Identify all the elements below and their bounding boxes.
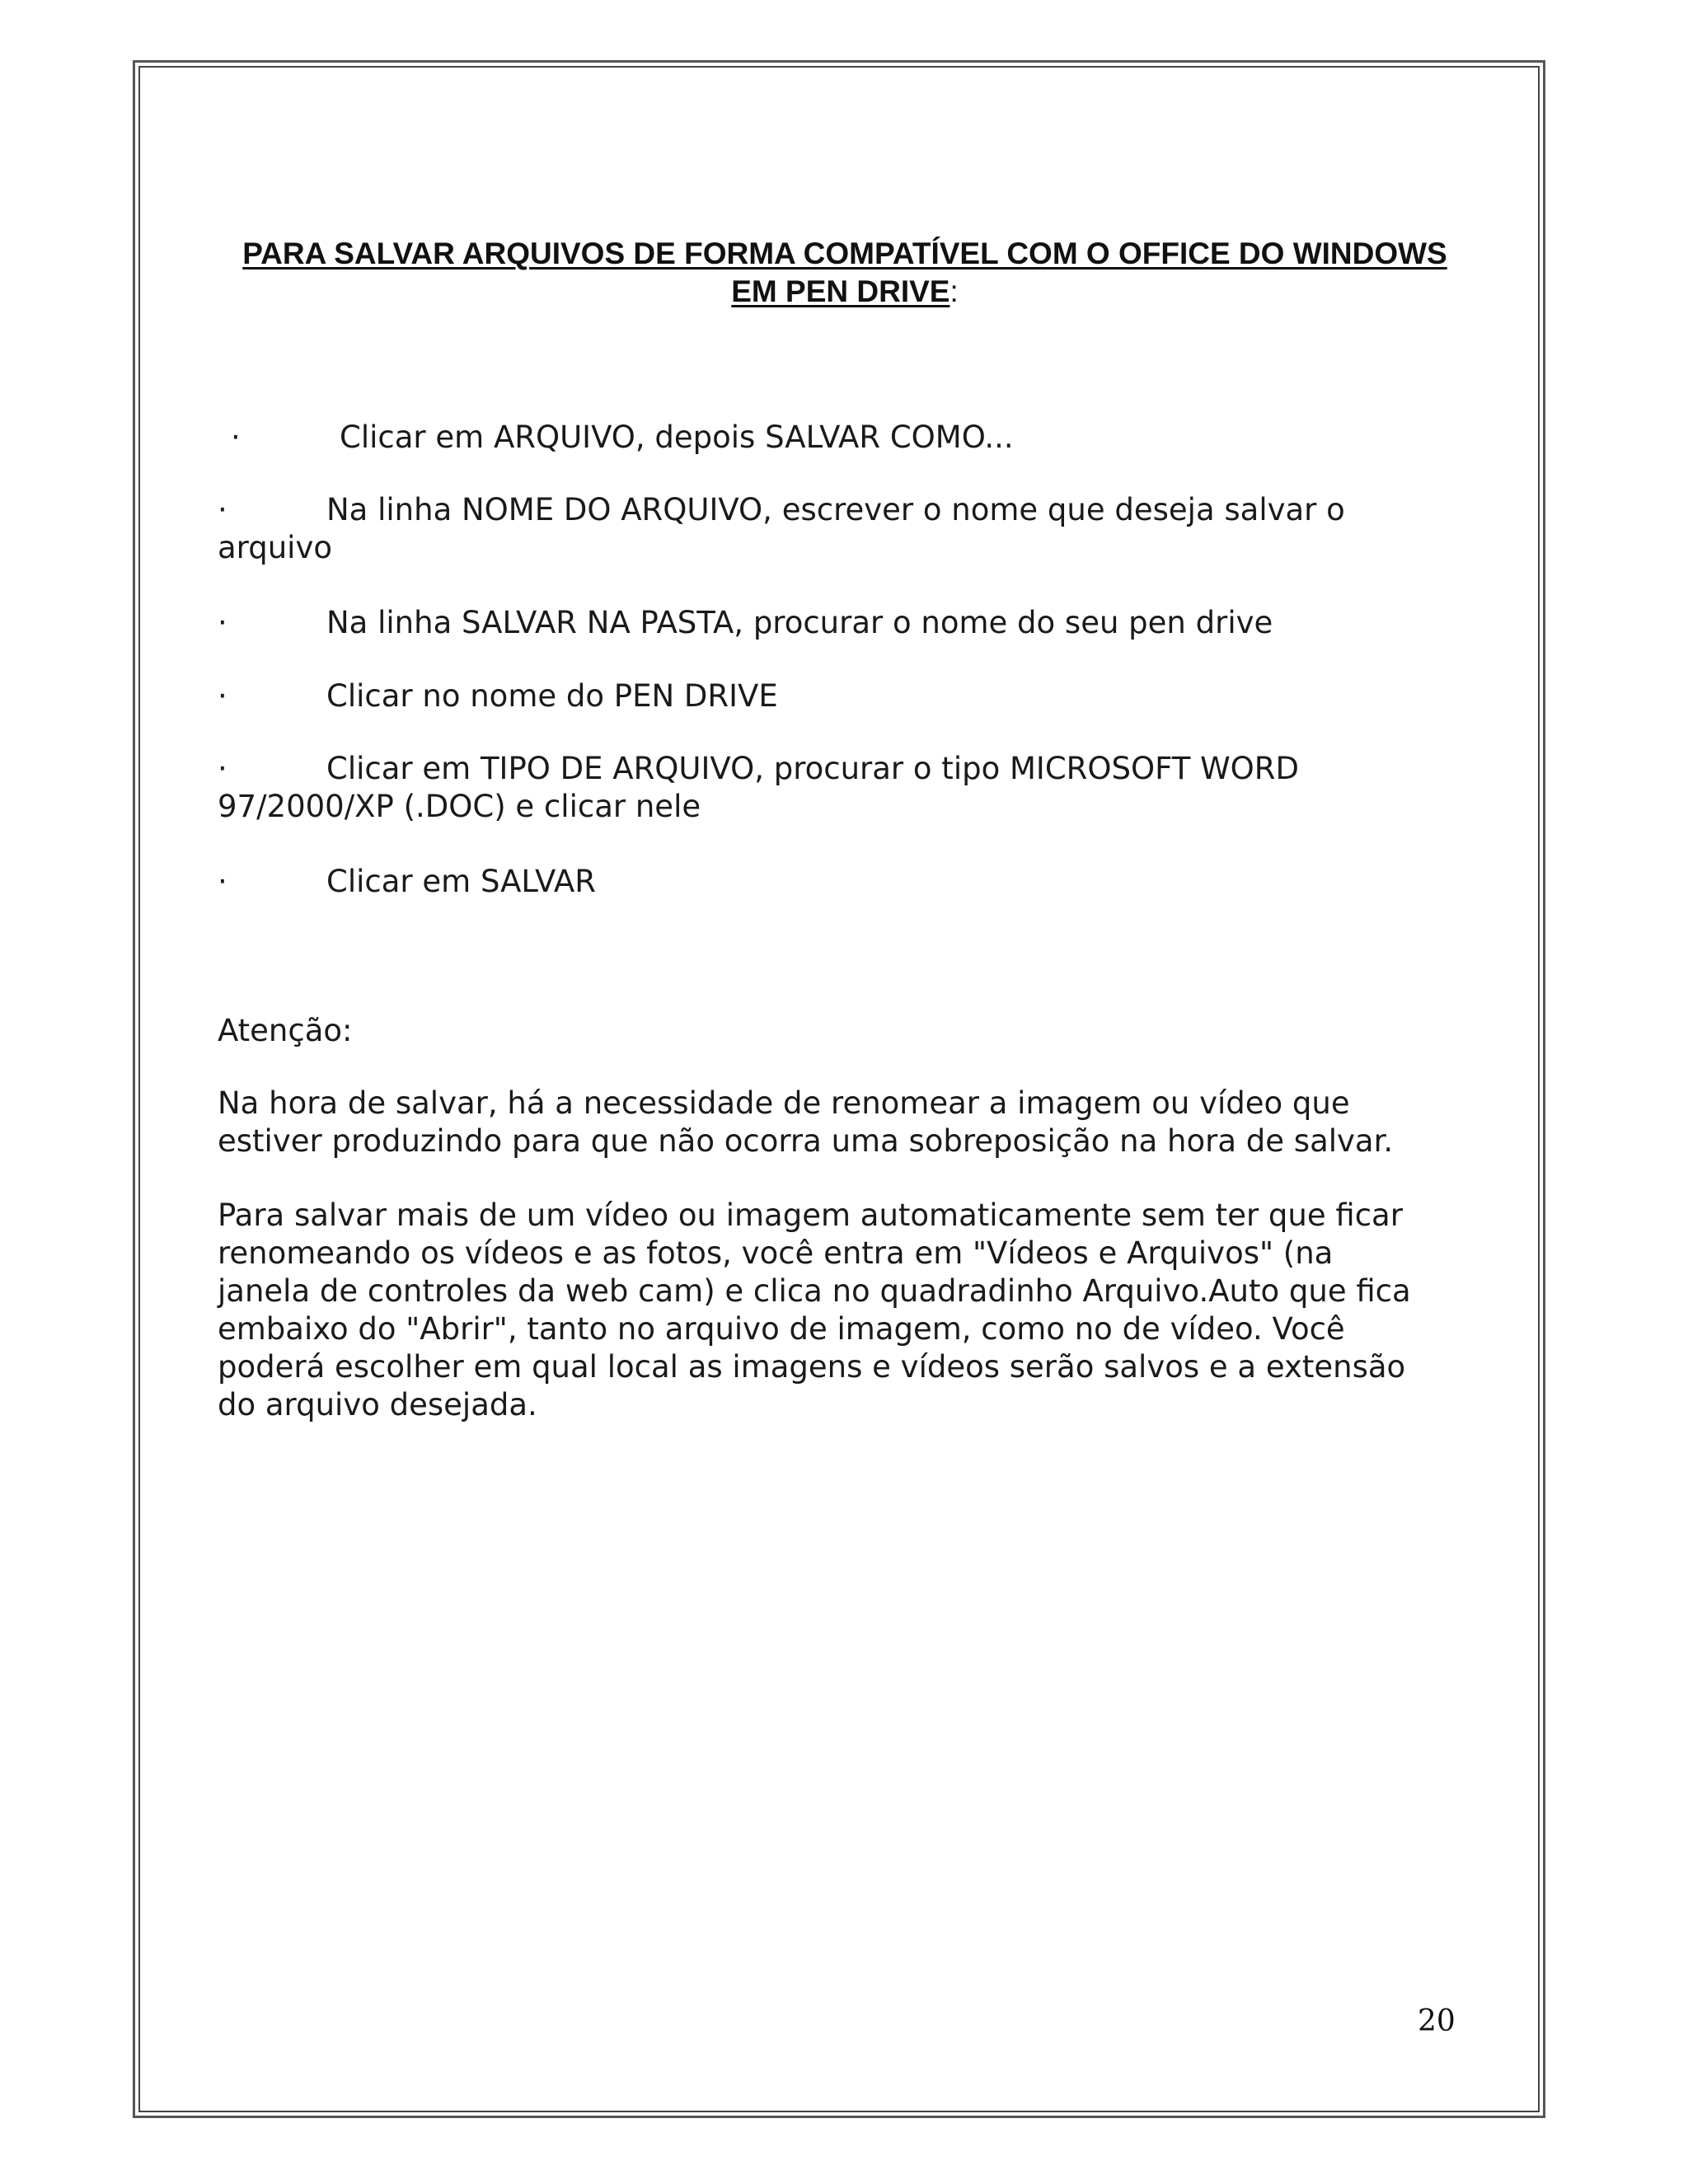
bullet-dot: · [218, 492, 227, 527]
title-line-2: EM PEN DRIVE [731, 274, 950, 308]
step-item-2 [218, 491, 1454, 567]
step-text: Clicar em TIPO DE ARQUIVO, procurar o tipo MICROSOFT WORD 97/2000/XP (.DOC) e clicar nele [218, 751, 1299, 824]
step-item-6 [218, 863, 1454, 901]
bullet-dot: · [218, 678, 227, 714]
step-text: Clicar no nome do PEN DRIVE [326, 678, 778, 714]
bullet-dot: · [218, 751, 227, 786]
step-text: Clicar em SALVAR [326, 864, 596, 899]
title-line-1: PARA SALVAR ARQUIVOS DE FORMA COMPATÍVEL COM O OFFICE DO WINDOWS [242, 237, 1447, 270]
step-item-1 [218, 419, 1454, 457]
step-text: Na linha NOME DO ARQUIVO, escrever o nome que deseja salvar o arquivo [218, 492, 1345, 565]
page-number: 20 [1418, 2004, 1456, 2038]
bullet-dot: · [218, 605, 227, 640]
attention-paragraph-2: Para salvar mais de um vídeo ou imagem automaticamente sem ter que ficar renomeando os vídeos e as fotos, você entra em "Vídeos e Arquivos" (na janela de controles da web cam) e clica no quadradinho Arquivo.Auto que fica embaixo do "Abrir", tanto no arquivo de imagem, como no de vídeo. Você poderá escolher em qual local as imagens e vídeos serão salvos e a extensão do arquivo desejada. [218, 1197, 1411, 1422]
attention-paragraph-1: Na hora de salvar, há a necessidade de renomear a imagem ou vídeo que estiver produzindo para que não ocorra uma sobreposição na hora de salvar. [218, 1085, 1394, 1159]
step-text: Clicar em ARQUIVO, depois SALVAR COMO... [340, 419, 1014, 455]
bullet-dot: · [231, 419, 241, 455]
attention-heading: Atenção: [218, 1013, 353, 1048]
document-title [198, 235, 1492, 311]
step-item-5 [218, 750, 1454, 826]
bullet-dot: · [218, 864, 227, 899]
step-text: Na linha SALVAR NA PASTA, procurar o nome do seu pen drive [326, 605, 1273, 640]
title-colon: : [950, 274, 959, 308]
step-item-3 [218, 604, 1454, 642]
step-item-4 [218, 677, 1454, 715]
